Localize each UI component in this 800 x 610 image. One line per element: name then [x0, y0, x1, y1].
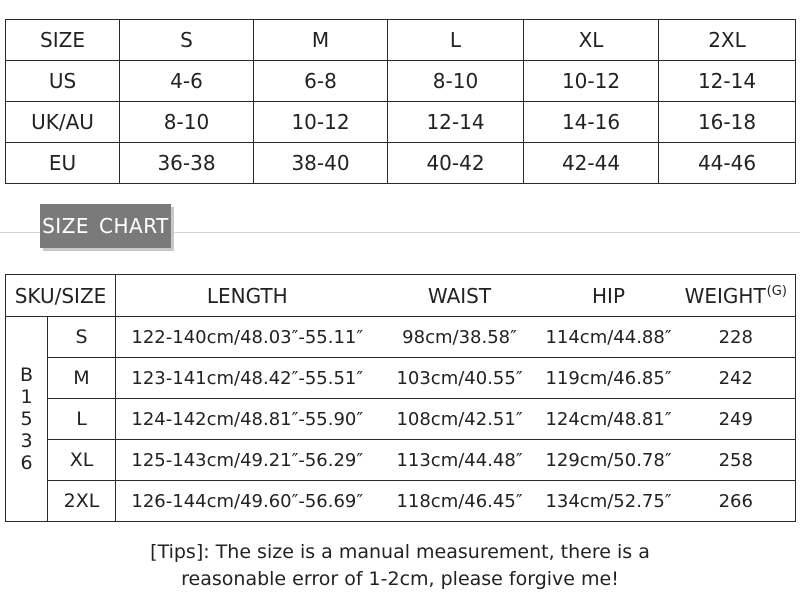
- table-cell: 36-38: [120, 143, 254, 184]
- sku-char: 5: [20, 408, 33, 430]
- weight-cell: 242: [677, 358, 796, 399]
- badge-word: SIZE: [42, 214, 90, 238]
- header-weight: [677, 275, 796, 317]
- table-cell: 4-6: [120, 61, 254, 102]
- table-cell: 8-10: [120, 102, 254, 143]
- header-cell: M: [254, 20, 388, 61]
- table-cell: 8-10: [388, 61, 524, 102]
- table-row: [6, 358, 796, 399]
- length-cell: 126-144cm/49.60″-56.69″: [116, 481, 379, 522]
- waist-cell: 98cm/38.58″: [379, 317, 541, 358]
- table-cell: 40-42: [388, 143, 524, 184]
- tips-line: reasonable error of 1-2cm, please forgive me!: [181, 568, 619, 590]
- hip-cell: 114cm/44.88″: [541, 317, 677, 358]
- size-cell: 2XL: [48, 481, 116, 522]
- length-cell: 122-140cm/48.03″-55.11″: [116, 317, 379, 358]
- length-cell: 125-143cm/49.21″-56.29″: [116, 440, 379, 481]
- weight-cell: 249: [677, 399, 796, 440]
- hip-cell: 124cm/48.81″: [541, 399, 677, 440]
- table-row: [6, 143, 796, 184]
- waist-cell: 113cm/44.48″: [379, 440, 541, 481]
- hip-cell: 134cm/52.75″: [541, 481, 677, 522]
- table-header-row: [6, 275, 796, 317]
- table-row: [6, 399, 796, 440]
- badge-word: CHART: [99, 214, 169, 238]
- table-row: [6, 61, 796, 102]
- table-cell: 44-46: [659, 143, 796, 184]
- table-row: [6, 440, 796, 481]
- header-cell: XL: [524, 20, 659, 61]
- header-hip: HIP: [541, 275, 677, 317]
- row-label: US: [6, 61, 120, 102]
- header-waist: WAIST: [379, 275, 541, 317]
- tips-note: [0, 539, 800, 593]
- weight-cell: 266: [677, 481, 796, 522]
- waist-cell: 118cm/46.45″: [379, 481, 541, 522]
- table-header-row: [6, 20, 796, 61]
- table-cell: 12-14: [388, 102, 524, 143]
- weight-label: WEIGHT: [684, 283, 766, 308]
- size-cell: L: [48, 399, 116, 440]
- size-chart-table: [5, 274, 796, 522]
- sku-code: [20, 364, 33, 474]
- table-row: [6, 102, 796, 143]
- row-label: UK/AU: [6, 102, 120, 143]
- sku-char: 3: [20, 430, 33, 452]
- sku-char: 1: [20, 386, 33, 408]
- row-label: EU: [6, 143, 120, 184]
- size-cell: XL: [48, 440, 116, 481]
- size-chart-badge: [40, 204, 171, 248]
- sku-code-cell: [6, 317, 48, 522]
- waist-cell: 108cm/42.51″: [379, 399, 541, 440]
- table-cell: 14-16: [524, 102, 659, 143]
- table-row: [6, 317, 796, 358]
- tips-line: [Tips]: The size is a manual measurement, there is a: [150, 541, 650, 563]
- header-length: LENGTH: [116, 275, 379, 317]
- table-cell: 10-12: [254, 102, 388, 143]
- header-cell: 2XL: [659, 20, 796, 61]
- size-cell: M: [48, 358, 116, 399]
- table-cell: 16-18: [659, 102, 796, 143]
- table-cell: 6-8: [254, 61, 388, 102]
- header-cell: L: [388, 20, 524, 61]
- table-cell: 12-14: [659, 61, 796, 102]
- header-sku-size: SKU/SIZE: [6, 275, 116, 317]
- table-cell: 42-44: [524, 143, 659, 184]
- length-cell: 123-141cm/48.42″-55.51″: [116, 358, 379, 399]
- weight-cell: 258: [677, 440, 796, 481]
- table-row: [6, 481, 796, 522]
- length-cell: 124-142cm/48.81″-55.90″: [116, 399, 379, 440]
- hip-cell: 129cm/50.78″: [541, 440, 677, 481]
- waist-cell: 103cm/40.55″: [379, 358, 541, 399]
- weight-unit: (G): [766, 283, 787, 299]
- hip-cell: 119cm/46.85″: [541, 358, 677, 399]
- size-cell: S: [48, 317, 116, 358]
- size-conversion-table: [5, 19, 796, 184]
- sku-char: B: [19, 364, 34, 386]
- sku-char: 6: [20, 452, 33, 474]
- table-cell: 38-40: [254, 143, 388, 184]
- header-cell: SIZE: [6, 20, 120, 61]
- header-cell: S: [120, 20, 254, 61]
- weight-cell: 228: [677, 317, 796, 358]
- table-cell: 10-12: [524, 61, 659, 102]
